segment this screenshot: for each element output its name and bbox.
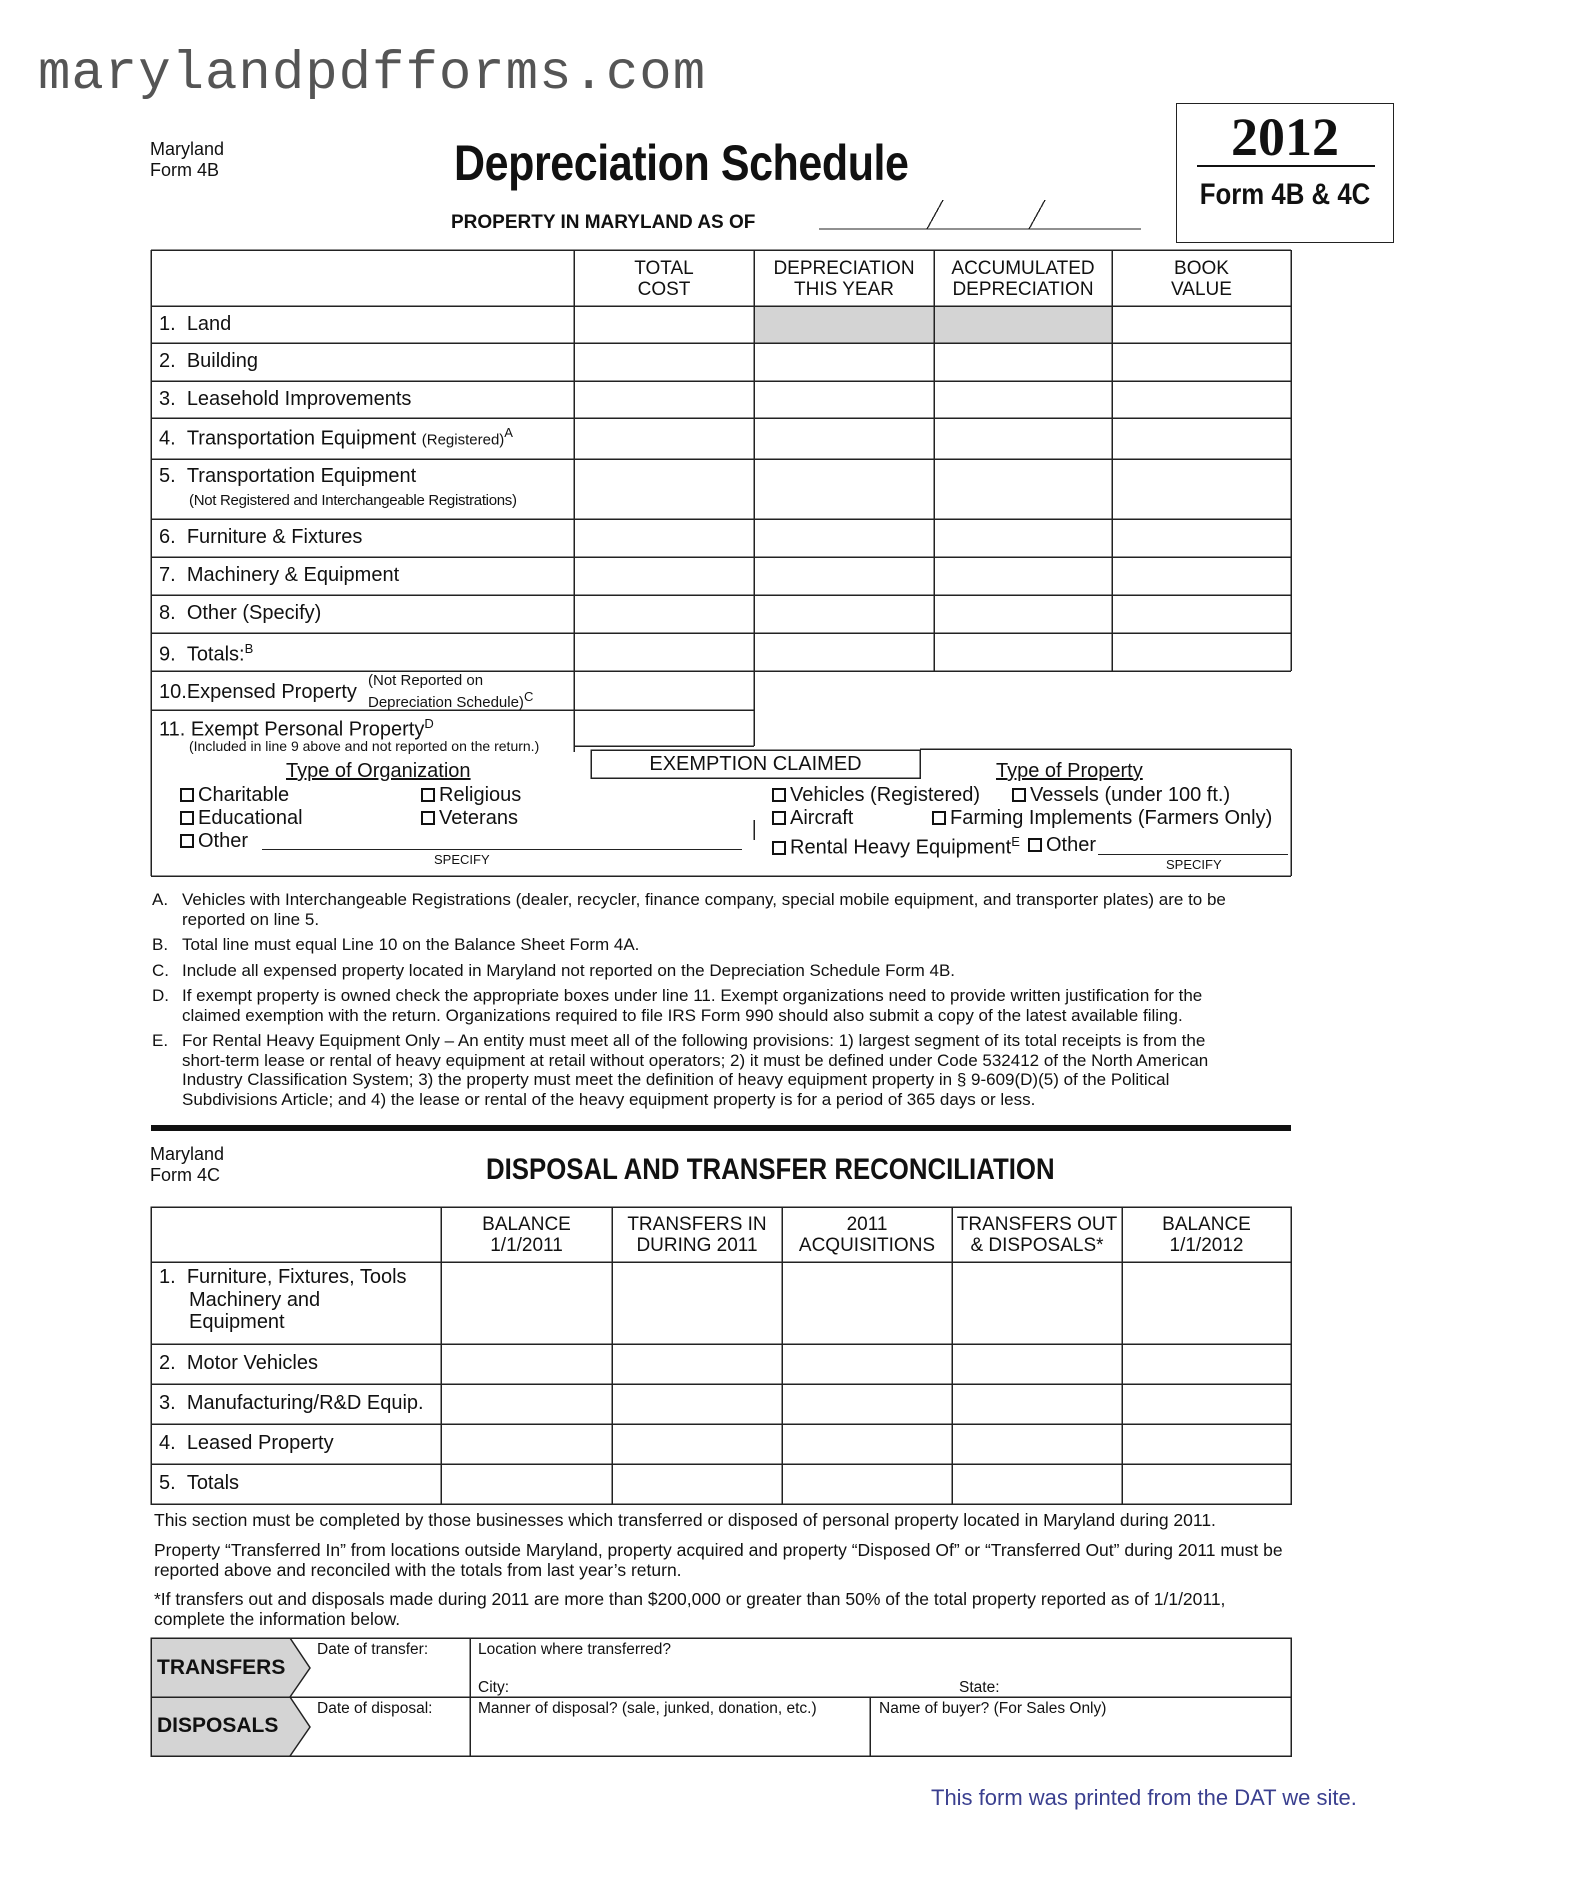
- checkbox-vehicles[interactable]: Vehicles (Registered): [772, 784, 980, 807]
- row-manufacturing: 3. Manufacturing/R&D Equip.: [159, 1392, 424, 1414]
- buyer-name-field[interactable]: Name of buyer? (For Sales Only): [879, 1700, 1107, 1717]
- col-header-accumulated-depreciation: ACCUMULATED DEPRECIATION: [951, 258, 1095, 300]
- checkbox-veterans[interactable]: Veterans: [421, 807, 518, 830]
- form4c-state: Maryland: [150, 1144, 225, 1164]
- footnote-d: D. If exempt property is owned check the appropriate boxes under line 11. Exempt organizations need to provide written justification for the claimed exemption with the return. Organizations required to file IRS Form 990 should also submit a copy of the latest available filing.: [152, 986, 1203, 1025]
- col-header-depreciation-this-year: DEPRECIATION THIS YEAR: [773, 258, 915, 300]
- type-of-org-label: Type of Organization: [286, 760, 471, 782]
- footer-note: This form was printed from the DAT we site.: [931, 1785, 1357, 1810]
- footnote-c: C. Include all expensed property located in Maryland not reported on the Depreciation Schedule Form 4B.: [152, 960, 956, 980]
- row-machinery: 7. Machinery & Equipment: [159, 564, 400, 586]
- checkbox-educational[interactable]: Educational: [180, 807, 303, 830]
- form4c-title: DISPOSAL AND TRANSFER RECONCILIATION: [486, 1153, 1055, 1186]
- col-header-acquisitions: 2011 ACQUISITIONS: [798, 1214, 936, 1256]
- row-furniture: 6. Furniture & Fixtures: [159, 526, 363, 548]
- disposals-label: DISPOSALS: [157, 1714, 279, 1737]
- row-motor-vehicles: 2. Motor Vehicles: [159, 1352, 318, 1374]
- col-header-transfers-out: TRANSFERS OUT & DISPOSALS*: [956, 1214, 1118, 1256]
- form-year: 2012: [1231, 107, 1339, 167]
- checkbox-vessels[interactable]: Vessels (under 100 ft.): [1012, 784, 1230, 807]
- row-transport-note: (Not Registered and Interchangeable Registrations): [189, 492, 517, 509]
- transfers-label: TRANSFERS: [157, 1656, 286, 1679]
- col-header-balance-2011: BALANCE 1/1/2011: [482, 1214, 571, 1256]
- location-transferred-field[interactable]: Location where transferred?: [478, 1641, 672, 1658]
- property-specify-label: SPECIFY: [1166, 857, 1222, 872]
- row-4c-totals: 5. Totals: [159, 1472, 240, 1494]
- state-field[interactable]: State:: [959, 1679, 1000, 1696]
- row-exempt: 11. Exempt Personal Property$^D$: [159, 716, 434, 741]
- para-threshold: *If transfers out and disposals made during 2011 are more than $200,000 or greater than 50% of the total property reported as of 1/1/2011, complete the information below.: [154, 1589, 1226, 1629]
- form-id: Form 4B: [150, 160, 220, 180]
- col-header-balance-2012: BALANCE 1/1/2012: [1162, 1214, 1251, 1256]
- row-leased-property: 4. Leased Property: [159, 1432, 334, 1454]
- footnote-b: B. Total line must equal Line 10 on the Balance Sheet Form 4A.: [152, 935, 640, 954]
- row-transport-not-registered: 5. Transportation Equipment: [159, 465, 417, 487]
- row-exempt-note: (Included in line 9 above and not reported on the return.): [189, 738, 540, 754]
- para-completion: This section must be completed by those businesses which transferred or disposed of personal property located in Maryland during 2011.: [154, 1510, 1216, 1530]
- type-of-property-label: Type of Property: [996, 760, 1143, 782]
- date-of-transfer-field[interactable]: Date of transfer:: [317, 1641, 429, 1658]
- checkbox-aircraft[interactable]: Aircraft: [772, 807, 853, 830]
- checkbox-charitable[interactable]: Charitable: [180, 784, 289, 807]
- col-header-total-cost: TOTAL COST: [634, 258, 694, 300]
- para-transferred-in: Property “Transferred In” from locations outside Maryland, property acquired and property “Disposed Of” or “Transferred Out” during 2011 must be reported above and reconciled with the totals from last year’s return.: [154, 1540, 1283, 1580]
- watermark: marylandpdfforms.com: [38, 44, 707, 105]
- row-other: 8. Other (Specify): [159, 602, 322, 624]
- row-leasehold: 3. Leasehold Improvements: [159, 388, 412, 410]
- city-field[interactable]: City:: [478, 1679, 509, 1696]
- footnote-e: E. For Rental Heavy Equipment Only – An entity must meet all of the following provisions: 1) largest segment of its total receipts is from the short-term lease or rental of heavy equipment at retail without operators; 2) it must be defined under Code 532412 of the North American Industry Classification System; 3) the property must meet the definition of heavy equipment property in § 9-609(D)(5) of the Political Subdivisions Article; and 4) the lease or rental of the heavy equipment property is for a period of 365 days or less.: [152, 1031, 1209, 1109]
- row-expensed-note: (Not Reported on Depreciation Schedule)$^C$: [368, 672, 534, 711]
- checkbox-rental-heavy[interactable]: Rental Heavy Equipment$^E$: [772, 834, 1020, 860]
- row-building: 2. Building: [159, 350, 258, 372]
- row-furniture-tools: 1. Furniture, Fixtures, Tools Machinery and Equipment: [159, 1266, 407, 1333]
- exemption-claimed-label: EXEMPTION CLAIMED: [649, 753, 862, 775]
- col-header-transfers-in: TRANSFERS IN DURING 2011: [627, 1214, 767, 1256]
- form4c-id: Form 4C: [150, 1165, 221, 1185]
- row-totals: 9. Totals:$^B$: [159, 641, 254, 666]
- footnote-a: A. Vehicles with Interchangeable Registrations (dealer, recycler, finance company, special mobile equipment, and transporter plates) are to be reported on line 5.: [152, 890, 1226, 929]
- row-transport-registered: 4. Transportation Equipment (Registered)$^A$: [159, 425, 513, 450]
- checkbox-farming[interactable]: Farming Implements (Farmers Only): [932, 807, 1272, 830]
- org-specify-label: SPECIFY: [434, 852, 490, 867]
- manner-of-disposal-field[interactable]: Manner of disposal? (sale, junked, donation, etc.): [478, 1700, 817, 1717]
- checkbox-org-other[interactable]: Other: [180, 830, 248, 853]
- col-header-book-value: BOOK VALUE: [1171, 258, 1232, 300]
- row-expensed: 10.Expensed Property: [159, 681, 357, 703]
- row-land: 1. Land: [159, 313, 232, 335]
- date-of-disposal-field[interactable]: Date of disposal:: [317, 1700, 433, 1717]
- checkbox-religious[interactable]: Religious: [421, 784, 521, 807]
- page-title: Depreciation Schedule: [454, 135, 909, 191]
- checkbox-property-other[interactable]: Other: [1028, 834, 1096, 857]
- as-of-label: PROPERTY IN MARYLAND AS OF: [451, 212, 756, 233]
- form-label: Form 4B & 4C: [1199, 178, 1371, 211]
- form-state: Maryland: [150, 139, 225, 159]
